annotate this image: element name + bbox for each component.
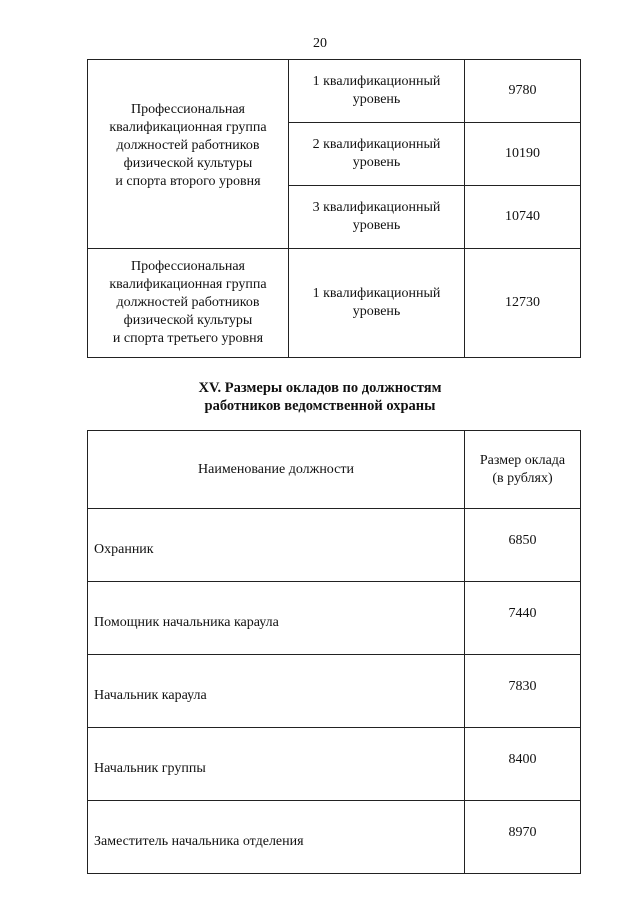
section-heading [0,379,640,415]
level-line: уровень [352,92,401,107]
level-line: 3 квалификационный [312,200,441,215]
table-header-row [88,431,581,509]
salary-cell: 8970 [465,801,581,874]
group-name-line: Профессиональная [130,259,245,274]
salary-cell: 10740 [465,186,581,249]
position-cell: Охранник [88,509,465,582]
salary-cell: 9780 [465,60,581,123]
group-name-cell [88,249,289,358]
salary-column-header [465,431,581,509]
table-row [88,655,581,728]
level-line: уровень [352,304,401,319]
level-line: 1 квалификационный [312,74,441,89]
qualification-salary-table [87,59,581,358]
position-cell: Начальник караула [88,655,465,728]
table-row [88,582,581,655]
position-cell: Начальник группы [88,728,465,801]
group-name-line: квалификационная группа [109,277,267,292]
group-name-line: должностей работников [116,295,260,310]
salary-header-line: (в рублях) [492,470,553,486]
salary-cell: 12730 [465,249,581,358]
page-number: 20 [313,36,327,51]
table-row [88,60,581,123]
level-line: 2 квалификационный [312,137,441,152]
group-name-line: должностей работников [116,138,260,153]
section-heading-line: XV. Размеры окладов по должностям [198,380,442,396]
group-name-line: Профессиональная [130,102,245,117]
group-name-line: физической культуры [123,156,253,171]
salary-cell: 7440 [465,582,581,655]
group-name-line: квалификационная группа [109,120,267,135]
group-name-cell [88,60,289,249]
table-row [88,509,581,582]
level-line: уровень [352,155,401,170]
salary-cell: 7830 [465,655,581,728]
level-cell [289,186,465,249]
level-cell [289,249,465,358]
level-line: 1 квалификационный [312,286,441,301]
group-name-line: и спорта второго уровня [115,174,261,189]
level-cell [289,60,465,123]
salary-cell: 10190 [465,123,581,186]
position-column-header: Наименование должности [88,431,465,509]
section-heading-line: работников ведомственной охраны [204,398,436,414]
salary-header-line: Размер оклада [479,452,566,468]
position-cell: Помощник начальника караула [88,582,465,655]
group-name-line: и спорта третьего уровня [112,331,264,346]
table-row [88,249,581,358]
salary-cell: 6850 [465,509,581,582]
table-row [88,801,581,874]
security-salary-table [87,430,581,874]
group-name-line: физической культуры [123,313,253,328]
level-line: уровень [352,218,401,233]
table-row [88,728,581,801]
salary-cell: 8400 [465,728,581,801]
position-cell: Заместитель начальника отделения [88,801,465,874]
level-cell [289,123,465,186]
